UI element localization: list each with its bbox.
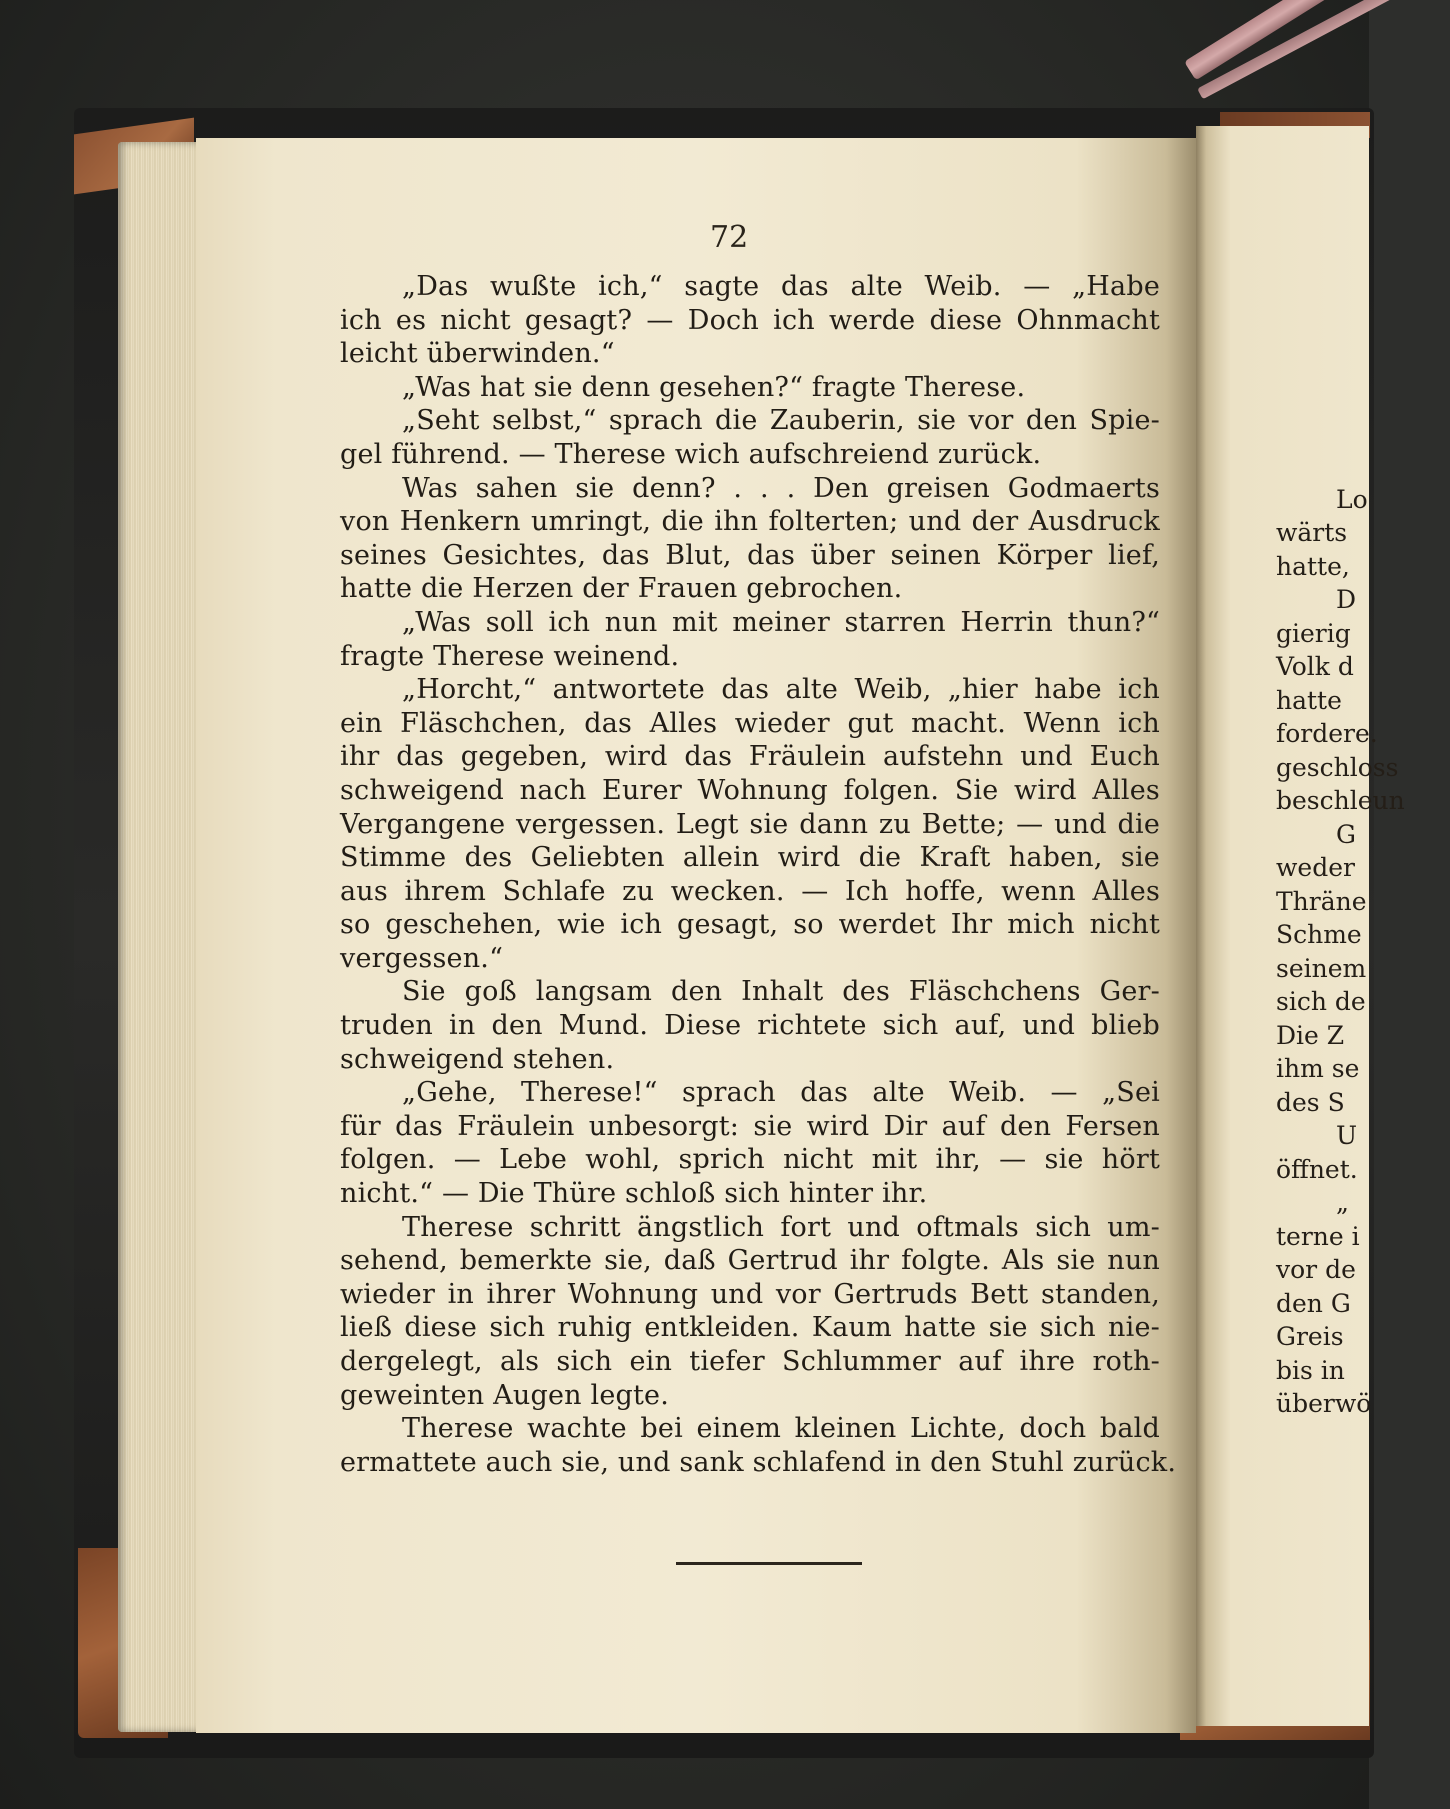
- text-line: „Was hat sie denn gesehen?“ fragte Therese.: [402, 371, 1026, 403]
- right-text-line: D: [1336, 585, 1357, 614]
- text-line: wieder in ihrer Wohnung und vor Gertruds Bett standen,: [340, 1278, 1160, 1310]
- right-text-line: ihm se: [1276, 1054, 1360, 1083]
- text-line: ihr das gegeben, wird das Fräulein aufstehn und Euch: [340, 741, 1160, 773]
- text-line: „Das wußte ich,“ sagte das alte Weib. — „Habe: [402, 271, 1160, 302]
- text-line: so geschehen, wie ich gesagt, so werdet Ihr mich nicht: [340, 909, 1160, 941]
- right-text-line: fordere.: [1276, 719, 1378, 748]
- right-text-line: beschleun: [1276, 786, 1405, 815]
- right-text-line: sich de: [1276, 987, 1366, 1016]
- text-line: sehend, bemerkte sie, daß Gertrud ihr folgte. Als sie nun: [340, 1245, 1160, 1277]
- right-text-line: Schme: [1276, 920, 1362, 949]
- right-text-line: öffnet.: [1276, 1154, 1358, 1184]
- text-line: schweigend stehen.: [340, 1043, 615, 1075]
- right-text-line: überwö: [1276, 1389, 1372, 1418]
- text-line: ein Fläschchen, das Alles wieder gut macht. Wenn ich: [340, 707, 1160, 739]
- text-line: von Henkern umringt, die ihn folterten; und der Ausdruck: [340, 506, 1160, 538]
- right-text-line: seinem: [1276, 953, 1367, 983]
- right-text-line: geschloss: [1276, 752, 1399, 782]
- right-text-line: [1276, 282, 1369, 316]
- text-line: ich es nicht gesagt? — Doch ich werde diese Ohnmacht: [340, 304, 1160, 336]
- text-line: aus ihrem Schlafe zu wecken. — Ich hoffe, wenn Alles: [340, 875, 1160, 907]
- right-text-line: „: [1336, 1188, 1349, 1217]
- text-line: dergelegt, als sich ein tiefer Schlummer auf ihre roth-: [340, 1346, 1160, 1377]
- right-text-line: U: [1336, 1121, 1358, 1150]
- right-text-line: [1276, 416, 1369, 450]
- text-line: Vergangene vergessen. Legt sie dann zu Bette; — und die: [340, 808, 1160, 840]
- right-text-line: hatte,: [1276, 551, 1350, 581]
- text-line: „Was soll ich nun mit meiner starren Herrin thun?“: [402, 606, 1160, 638]
- text-line: Sie goß langsam den Inhalt des Fläschchens Ger-: [402, 976, 1160, 1008]
- page-number: 72: [710, 220, 749, 255]
- text-line: hatte die Herzen der Frauen gebrochen.: [340, 573, 903, 605]
- right-text-line: Volk d: [1276, 652, 1354, 681]
- right-text-line: Thräne: [1276, 886, 1367, 916]
- right-text-line: den G: [1276, 1288, 1351, 1318]
- text-line: folgen. — Lebe wohl, sprich nicht mit ihr, — sie hört: [340, 1144, 1160, 1176]
- page-edges: [118, 142, 208, 1732]
- text-line: nicht.“ — Die Thüre schloß sich hinter ihr.: [340, 1178, 928, 1210]
- right-page-text: [1276, 248, 1405, 1421]
- text-line: fragte Therese weinend.: [340, 640, 680, 672]
- right-text-line: weder: [1276, 853, 1355, 882]
- end-rule: [676, 1562, 862, 1565]
- right-text-line: bis in: [1276, 1355, 1345, 1385]
- text-line: seines Gesichtes, das Blut, das über seinen Körper lief,: [340, 539, 1160, 571]
- right-text-line: wärts: [1276, 518, 1348, 547]
- right-text-line: gierig: [1276, 618, 1351, 648]
- text-line: truden in den Mund. Diese richtete sich auf, und blieb: [340, 1010, 1160, 1042]
- text-line: Therese wachte bei einem kleinen Lichte, doch bald: [402, 1413, 1160, 1445]
- right-text-line: hatte: [1276, 685, 1342, 715]
- right-text-line: vor de: [1276, 1255, 1356, 1284]
- right-text-line: [1276, 382, 1369, 416]
- left-page-text: [340, 270, 1177, 1479]
- right-text-line: Lo: [1336, 484, 1368, 514]
- text-line: „Seht selbst,“ sprach die Zauberin, sie vor den Spie-: [402, 405, 1160, 437]
- right-text-line: [1276, 449, 1369, 483]
- text-line: geweinten Augen legte.: [340, 1379, 670, 1411]
- text-line: Stimme des Geliebten allein wird die Kraft haben, sie: [340, 842, 1160, 874]
- text-line: leicht überwinden.“: [340, 338, 615, 370]
- bookmark-ribbon: [1184, 0, 1450, 80]
- text-line: gel führend. — Therese wich aufschreiend zurück.: [340, 438, 1042, 470]
- right-text-line: [1276, 248, 1369, 282]
- text-line: für das Fräulein unbesorgt: sie wird Dir auf den Fersen: [340, 1110, 1160, 1142]
- right-text-line: G: [1336, 819, 1356, 849]
- text-line: „Gehe, Therese!“ sprach das alte Weib. — „Sei: [402, 1077, 1160, 1109]
- right-text-line: des S: [1276, 1087, 1345, 1117]
- right-text-line: Die Z: [1276, 1020, 1345, 1050]
- text-line: ließ diese sich ruhig entkleiden. Kaum hatte sie sich nie-: [340, 1312, 1160, 1344]
- text-line: Therese schritt ängstlich fort und oftmals sich um-: [402, 1211, 1160, 1243]
- right-text-line: terne i: [1276, 1221, 1360, 1251]
- right-text-line: Greis: [1276, 1322, 1344, 1351]
- text-line: vergessen.“: [340, 942, 504, 974]
- right-text-line: [1276, 349, 1369, 383]
- text-line: schweigend nach Eurer Wohnung folgen. Sie wird Alles: [340, 774, 1160, 806]
- text-line: Was sahen sie denn? . . . Den greisen Godmaerts: [402, 472, 1160, 504]
- right-text-line: [1276, 315, 1369, 349]
- text-line: „Horcht,“ antwortete das alte Weib, „hier habe ich: [402, 674, 1160, 706]
- text-line: ermattete auch sie, und sank schlafend in den Stuhl zurück.: [340, 1446, 1177, 1478]
